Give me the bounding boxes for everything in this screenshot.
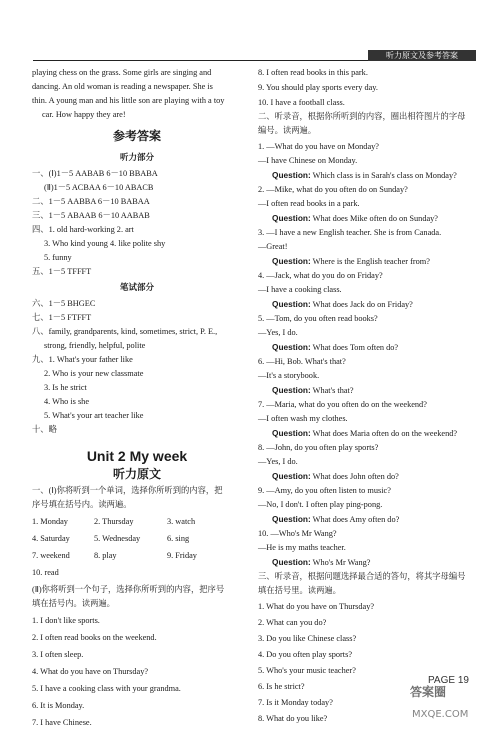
question-label: Question:	[272, 471, 311, 481]
answer-line: 五、1－5 TFFFT	[32, 267, 92, 276]
dialog-line: —I often wash my clothes.	[258, 414, 348, 423]
question-item: 3. Do you like Chinese class?	[258, 634, 357, 643]
answer-line: 七、1－5 FTFFT	[32, 313, 92, 322]
question-line	[272, 472, 399, 481]
dialog-line: —No, I don't. I often play ping-pong.	[258, 500, 383, 509]
word-item: 3. watch	[167, 517, 196, 526]
word-item: 5. Wednesday	[94, 534, 141, 543]
question-label: Question:	[272, 213, 311, 223]
intro-line: dancing. An old woman is reading a newspaper. She is	[32, 82, 213, 91]
question-text: Which class is in Sarah's class on Monday?	[310, 171, 457, 180]
page-number: PAGE 19	[428, 675, 469, 686]
word-item: 10. read	[32, 568, 59, 577]
question-text: What does Tom often do?	[310, 343, 399, 352]
question-line	[272, 343, 398, 352]
question-line	[272, 429, 457, 438]
instruction-line: 填在括号里。读两遍。	[258, 586, 341, 595]
dialog-line: 5. —Tom, do you often read books?	[258, 314, 378, 323]
question-label: Question:	[272, 385, 311, 395]
answer-line: 八、family, grandparents, kind, sometimes, strict, P. E.,	[32, 327, 218, 336]
sentence-item: 10. I have a football class.	[258, 98, 345, 107]
dialog-line: —Great!	[258, 242, 288, 251]
answer-line: 四、1. old hard-working 2. art	[32, 225, 134, 234]
sentence-item: 5. I have a cooking class with your grandma.	[32, 684, 181, 693]
answer-line: 4. Who is she	[44, 397, 90, 406]
dialog-line: 3. —I have a new English teacher. She is from Canada.	[258, 228, 442, 237]
word-item: 6. sing	[167, 534, 190, 543]
instruction-line: 序号填在括号内。读两遍。	[32, 500, 132, 509]
question-label: Question:	[272, 170, 311, 180]
question-text: What does Maria often do on the weekend?	[310, 429, 458, 438]
instruction-line: 一、(Ⅰ)你将听到一个单词，选择你所听到的内容，把	[32, 486, 223, 495]
sentence-item: 7. I have Chinese.	[32, 718, 92, 727]
sentence-item: 6. It is Monday.	[32, 701, 85, 710]
word-item: 9. Friday	[167, 551, 197, 560]
unit-title: Unit 2 My week	[86, 448, 188, 464]
answer-line: 二、1－5 AABBA 6－10 BABAA	[32, 197, 150, 206]
sentence-item: 8. I often read books in this park.	[258, 68, 368, 77]
answer-line: 一、(Ⅰ)1－5 AABAB 6－10 BBABA	[32, 169, 158, 178]
answer-line: 3. Is he strict	[44, 383, 87, 392]
question-line	[272, 515, 399, 524]
question-line	[272, 214, 438, 223]
question-text: What does Amy often do?	[310, 515, 400, 524]
question-text: What does Jack do on Friday?	[310, 300, 413, 309]
question-label: Question:	[272, 299, 311, 309]
question-line	[272, 257, 430, 266]
question-text: What does Mike often do on Sunday?	[310, 214, 438, 223]
question-label: Question:	[272, 256, 311, 266]
word-item: 4. Saturday	[32, 534, 70, 543]
dialog-line: 4. —Jack, what do you do on Friday?	[258, 271, 383, 280]
instruction-line: 二、听录音，根据你所听到的内容，圈出相符图片的字母	[258, 112, 466, 121]
listening-title: 听力部分	[119, 153, 154, 163]
question-item: 8. What do you like?	[258, 714, 328, 723]
writing-title: 笔试部分	[119, 283, 154, 293]
dialog-line: —He is my maths teacher.	[258, 543, 346, 552]
question-line	[272, 386, 354, 395]
question-line	[272, 558, 370, 567]
question-text: Who's Mr Wang?	[310, 558, 371, 567]
question-text: What does John often do?	[310, 472, 399, 481]
question-item: 5. Who's your music teacher?	[258, 666, 356, 675]
intro-line: playing chess on the grass. Some girls are singing and	[32, 68, 212, 77]
watermark-logo: 答案圈	[410, 685, 447, 699]
dialog-line: 7. —Maria, what do you often do on the weekend?	[258, 400, 427, 409]
question-item: 2. What can you do?	[258, 618, 327, 627]
answers-title: 参考答案	[112, 129, 161, 143]
sentence-item: 1. I don't like sports.	[32, 616, 100, 625]
answer-line: (Ⅱ)1－5 ACBAA 6－10 ABACB	[44, 183, 154, 192]
question-item: 6. Is he strict?	[258, 682, 305, 691]
answer-line: 2. Who is your new classmate	[44, 369, 144, 378]
intro-line: car. How happy they are!	[42, 110, 126, 119]
answer-line: 5. What's your art teacher like	[44, 411, 144, 420]
question-label: Question:	[272, 557, 311, 567]
dialog-line: 6. —Hi, Bob. What's that?	[258, 357, 346, 366]
question-label: Question:	[272, 428, 311, 438]
instruction-line: 填在括号内。读两遍。	[32, 599, 115, 608]
dialog-line: 9. —Amy, do you often listen to music?	[258, 486, 391, 495]
answer-line: 三、1－5 ABAAB 6－10 AABAB	[32, 211, 150, 220]
question-label: Question:	[272, 514, 311, 524]
question-line	[272, 300, 413, 309]
instruction-line: 编号。读两遍。	[258, 126, 317, 135]
question-item: 7. Is it Monday today?	[258, 698, 333, 707]
instruction-line: 三、听录音，根据问题选择最合适的答句，将其字母编号	[258, 572, 466, 581]
question-item: 4. Do you often play sports?	[258, 650, 353, 659]
dialog-line: 8. —John, do you often play sports?	[258, 443, 379, 452]
sentence-item: 2. I often read books on the weekend.	[32, 633, 157, 642]
question-item: 1. What do you have on Thursday?	[258, 602, 375, 611]
dialog-line: —It's a storybook.	[258, 371, 320, 380]
question-label: Question:	[272, 342, 311, 352]
word-item: 8. play	[94, 551, 117, 560]
watermark-url: MXQE.COM	[412, 709, 469, 720]
dialog-line: —Yes, I do.	[258, 457, 298, 466]
sentence-item: 9. You should play sports every day.	[258, 83, 378, 92]
script-title: 听力原文	[112, 467, 161, 481]
sentence-item: 3. I often sleep.	[32, 650, 84, 659]
word-item: 1. Monday	[32, 517, 68, 526]
dialog-line: —Yes, I do.	[258, 328, 298, 337]
dialog-line: —I have Chinese on Monday.	[258, 156, 358, 165]
dialog-line: 2. —Mike, what do you often do on Sunday?	[258, 185, 408, 194]
intro-line: thin. A young man and his little son are playing with a toy	[32, 96, 225, 105]
dialog-line: 1. —What do you have on Monday?	[258, 142, 379, 151]
answer-line: 3. Who kind young 4. like polite shy	[44, 239, 166, 248]
dialog-line: —I often read books in a park.	[258, 199, 360, 208]
dialog-line: —I have a cooking class.	[258, 285, 342, 294]
question-text: What's that?	[310, 386, 354, 395]
question-line	[272, 171, 457, 180]
answer-line: 九、1. What's your father like	[32, 355, 133, 364]
question-text: Where is the English teacher from?	[310, 257, 430, 266]
answer-line: 5. funny	[44, 253, 72, 262]
dialog-line: 10. —Who's Mr Wang?	[258, 529, 337, 538]
section-header: 听力原文及参考答案	[368, 50, 476, 61]
answer-line: strong, friendly, helpful, polite	[44, 341, 146, 350]
instruction-line: (Ⅱ)你将听到一个句子，选择你所听到的内容，把序号	[32, 585, 225, 594]
answer-line: 六、1－5 BHGEC	[32, 299, 96, 308]
sentence-item: 4. What do you have on Thursday?	[32, 667, 149, 676]
answer-line: 十、略	[32, 425, 57, 434]
word-item: 2. Thursday	[94, 517, 134, 526]
word-item: 7. weekend	[32, 551, 70, 560]
